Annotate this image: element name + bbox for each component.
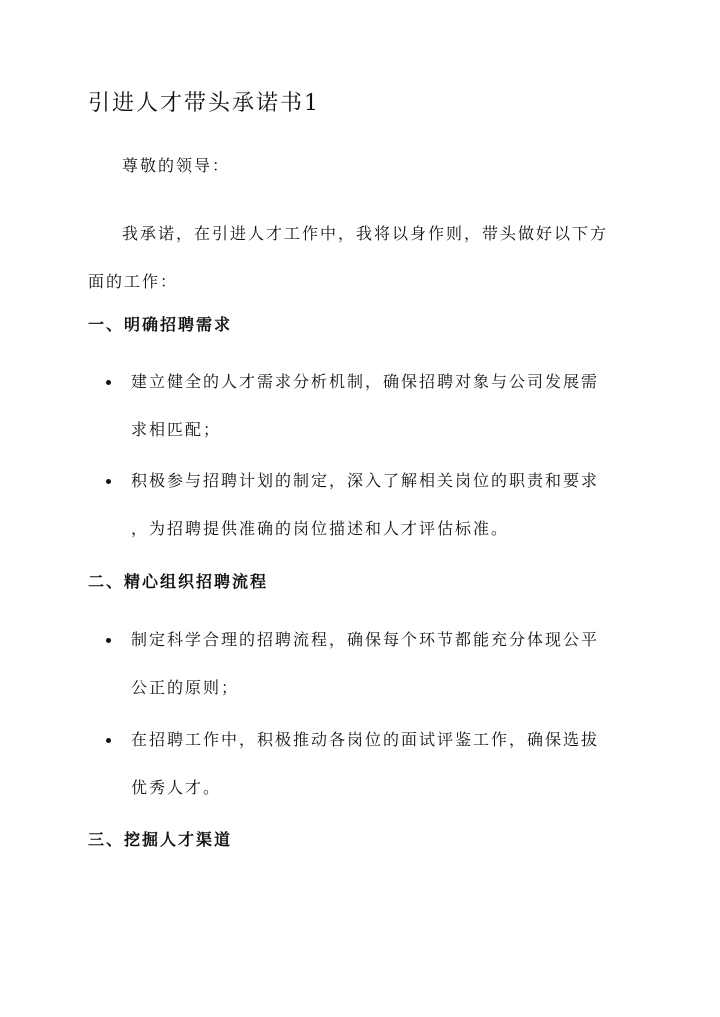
bullet-line: 公正的原则； — [131, 678, 240, 697]
intro-line: 我承诺，在引进人才工作中，我将以身作则，带头做好以下方 — [122, 224, 609, 243]
bullet-text — [131, 457, 631, 553]
bullet-line: 制定科学合理的招聘流程，确保每个环节都能充分体现公平 — [131, 630, 600, 649]
document-title: 引进人才带头承诺书1 — [88, 91, 320, 116]
bullet-text — [131, 716, 631, 812]
intro-paragraph — [88, 210, 636, 306]
bullet-line: 在招聘工作中，积极推动各岗位的面试评鉴工作，确保选拔 — [131, 730, 600, 749]
bullet-text — [131, 616, 631, 712]
bullet-line: ，为招聘提供准确的岗位描述和人才评估标准。 — [131, 519, 510, 538]
bullet-line: 建立健全的人才需求分析机制，确保招聘对象与公司发展需 — [131, 372, 600, 391]
bullet-dot — [106, 380, 111, 385]
section-heading: 一、明确招聘需求 — [88, 315, 233, 334]
bullet-text — [131, 358, 631, 454]
section-heading: 二、精心组织招聘流程 — [88, 572, 269, 591]
bullet-line: 优秀人才。 — [131, 778, 222, 797]
section-heading: 三、挖掘人才渠道 — [88, 830, 233, 849]
bullet-dot — [106, 738, 111, 743]
bullet-line: 积极参与招聘计划的制定，深入了解相关岗位的职责和要求 — [131, 471, 600, 490]
bullet-line: 求相匹配； — [131, 420, 222, 439]
bullet-dot — [106, 479, 111, 484]
salutation: 尊敬的领导： — [122, 156, 231, 175]
bullet-dot — [106, 638, 111, 643]
intro-line: 面的工作： — [88, 272, 179, 291]
